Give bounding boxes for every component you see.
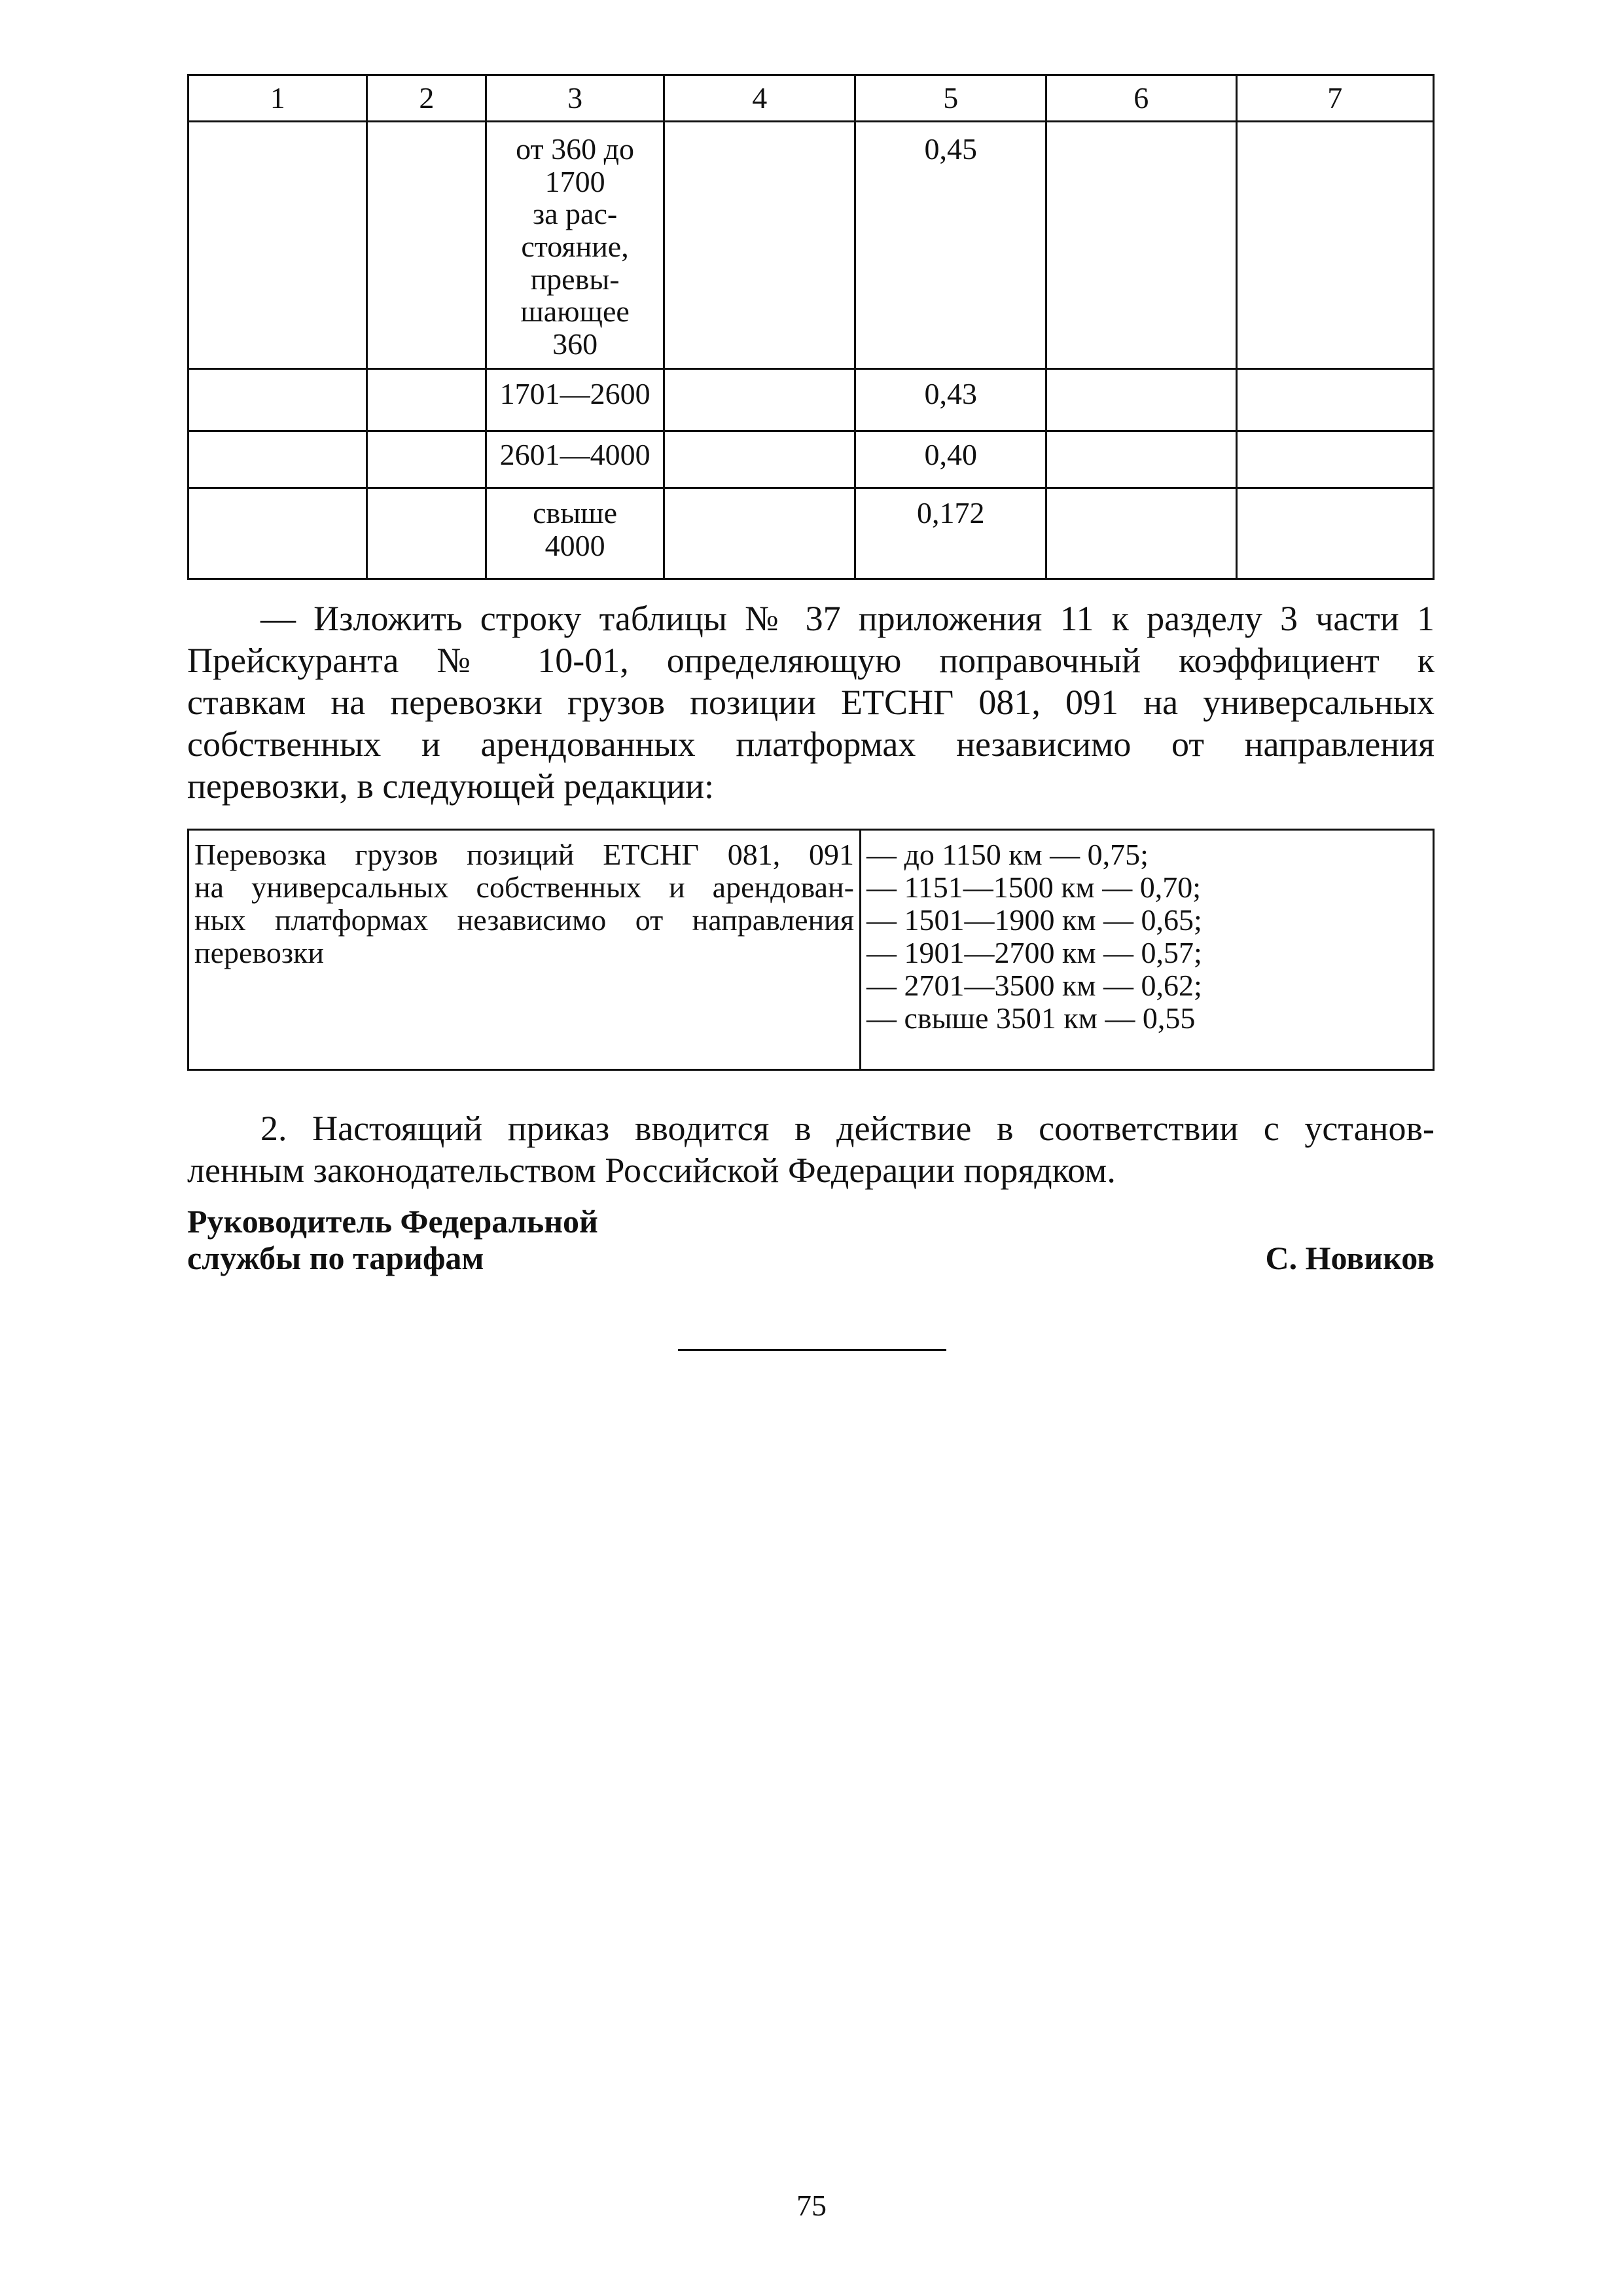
table-cell <box>1236 488 1433 579</box>
coefficient-cell: 0,45 <box>855 122 1046 369</box>
paragraph-line: ставкам на перевозки грузов позиции ЕТСНГ 081, 091 на универсальных <box>187 683 1435 722</box>
column-header: 3 <box>486 75 664 122</box>
paragraph-line: ленным законодательством Российской Федерации порядком. <box>187 1151 1116 1190</box>
signatory-name: С. Новиков <box>1265 1240 1435 1276</box>
table-cell <box>188 488 367 579</box>
table-cell <box>188 431 367 488</box>
table-cell <box>367 431 486 488</box>
table-cell <box>664 122 855 369</box>
table-cell <box>1236 369 1433 431</box>
description-line: перевозки <box>194 936 324 969</box>
paragraph-line: перевозки, в следующей редакции: <box>187 766 714 806</box>
table-cell <box>664 488 855 579</box>
table-row <box>188 830 1434 1070</box>
column-header: 5 <box>855 75 1046 122</box>
tariff-table <box>187 74 1435 580</box>
coefficient-line: — свыше 3501 км — 0,55 <box>866 1001 1196 1035</box>
coefficient-cell: 0,172 <box>855 488 1046 579</box>
distance-cell: свыше 4000 <box>486 488 664 579</box>
table-row <box>188 431 1434 488</box>
amendment-paragraph <box>187 598 1435 807</box>
column-header: 7 <box>1236 75 1433 122</box>
table-cell <box>1236 122 1433 369</box>
table-cell <box>1046 369 1236 431</box>
table-cell <box>1046 488 1236 579</box>
distance-cell: от 360 до 1700 за рас- стояние, превы- шающее 360 <box>486 122 664 369</box>
coefficients-cell <box>861 830 1434 1070</box>
table-header-row <box>188 75 1434 122</box>
end-divider <box>678 1349 946 1351</box>
table-cell <box>664 369 855 431</box>
table-cell <box>367 122 486 369</box>
coefficient-cell: 0,40 <box>855 431 1046 488</box>
paragraph-line: 2. Настоящий приказ вводится в действие в соответствии с установ- <box>260 1109 1435 1148</box>
paragraph-line: Прейскуранта № 10-01, определяющую поправочный коэффициент к <box>187 641 1435 680</box>
position-line: службы по тарифам <box>187 1240 484 1276</box>
table-cell <box>367 488 486 579</box>
description-line: на универсальных собственных и арендован- <box>194 870 854 904</box>
coefficient-line: — 1901—2700 км — 0,57; <box>866 936 1202 969</box>
table-cell <box>1046 431 1236 488</box>
signatory-position <box>187 1203 598 1276</box>
column-header: 1 <box>188 75 367 122</box>
coefficient-line: — 1501—1900 км — 0,65; <box>866 903 1202 937</box>
distance-cell: 2601—4000 <box>486 431 664 488</box>
column-header: 2 <box>367 75 486 122</box>
description-line: ных платформах независимо от направления <box>194 903 854 937</box>
table-row <box>188 488 1434 579</box>
table-cell <box>1046 122 1236 369</box>
coefficient-line: — до 1150 км — 0,75; <box>866 838 1149 871</box>
paragraph-line: собственных и арендованных платформах независимо от направления <box>187 725 1435 764</box>
table-cell <box>188 122 367 369</box>
coefficient-line: — 2701—3500 км — 0,62; <box>866 969 1202 1002</box>
cargo-description-cell <box>188 830 861 1070</box>
table-cell <box>1236 431 1433 488</box>
table-row <box>188 122 1434 369</box>
table-cell <box>664 431 855 488</box>
distance-cell: 1701—2600 <box>486 369 664 431</box>
column-header: 6 <box>1046 75 1236 122</box>
item-2-paragraph <box>187 1107 1435 1191</box>
coefficient-line: — 1151—1500 км — 0,70; <box>866 870 1202 904</box>
rate-coefficient-table <box>187 829 1435 1071</box>
position-line: Руководитель Федеральной <box>187 1203 598 1240</box>
page-number: 75 <box>796 2189 827 2222</box>
table-cell <box>367 369 486 431</box>
column-header: 4 <box>664 75 855 122</box>
table-row <box>188 369 1434 431</box>
coefficient-cell: 0,43 <box>855 369 1046 431</box>
paragraph-line: — Изложить строку таблицы № 37 приложения 11 к разделу 3 части 1 <box>260 599 1435 638</box>
table-cell <box>188 369 367 431</box>
description-line: Перевозка грузов позиций ЕТСНГ 081, 091 <box>194 838 854 871</box>
